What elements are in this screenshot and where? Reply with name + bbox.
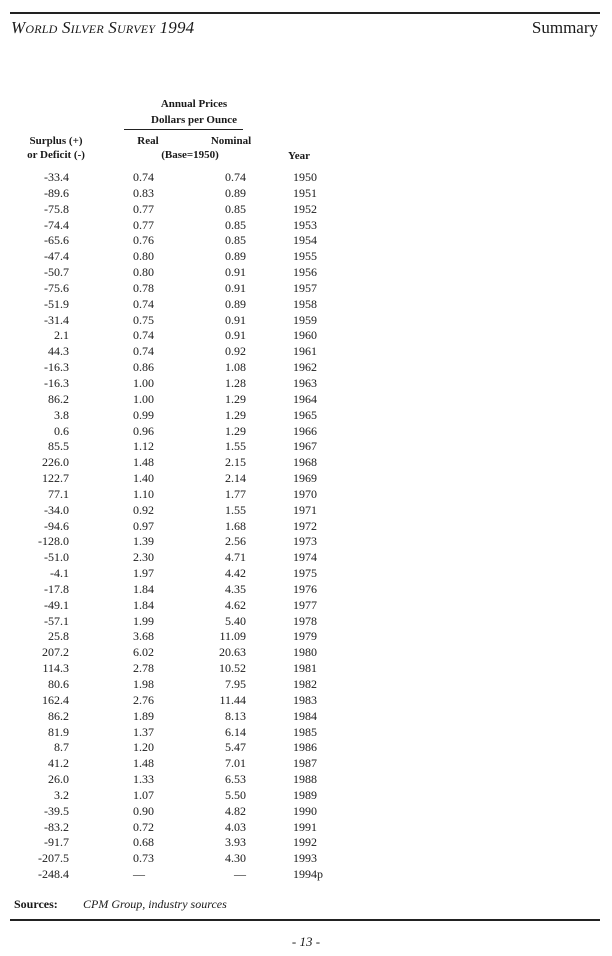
year-cell: 1970	[293, 486, 317, 501]
nominal-price-cell: 4.82	[225, 803, 246, 818]
surplus-cell: 122.7	[42, 471, 69, 486]
year-cell: 1993	[293, 851, 317, 866]
real-price-cell: 0.80	[133, 249, 154, 264]
nominal-price-cell: 0.92	[225, 344, 246, 359]
year-cell: 1959	[293, 312, 317, 327]
real-price-cell: 0.74	[133, 328, 154, 343]
nominal-price-cell: 1.77	[225, 486, 246, 501]
real-price-cell: 1.00	[133, 375, 154, 390]
surplus-cell: 207.2	[42, 645, 69, 660]
nominal-price-cell: 6.14	[225, 724, 246, 739]
surplus-cell: 162.4	[42, 692, 69, 707]
year-cell: 1971	[293, 502, 317, 517]
year-cell: 1968	[293, 455, 317, 470]
sources-label: Sources:	[14, 897, 58, 911]
nominal-price-cell: 0.85	[225, 233, 246, 248]
top-rule	[10, 12, 600, 14]
nominal-price-cell: 11.09	[219, 629, 246, 644]
nominal-price-cell: 4.71	[225, 550, 246, 565]
document-title: World Silver Survey 1994	[11, 18, 195, 37]
year-cell: 1952	[293, 201, 317, 216]
real-price-cell: 0.74	[133, 344, 154, 359]
year-cell: 1976	[293, 581, 317, 596]
surplus-cell: 8.7	[54, 740, 69, 755]
nominal-price-cell: 0.74	[225, 170, 246, 184]
real-price-cell: 6.02	[133, 645, 154, 660]
nominal-price-header: Nominal	[210, 135, 252, 147]
year-cell: 1994p	[293, 867, 323, 882]
nominal-price-cell: 6.53	[225, 772, 246, 787]
year-cell: 1979	[293, 629, 317, 644]
year-cell: 1973	[293, 534, 317, 549]
surplus-cell: -248.4	[38, 867, 69, 882]
surplus-cell: 3.8	[54, 407, 69, 422]
real-price-cell: 0.76	[133, 233, 154, 248]
year-cell: 1981	[293, 661, 317, 676]
real-price-cell: 0.99	[133, 407, 154, 422]
surplus-cell: -49.1	[44, 597, 69, 612]
year-cell: 1954	[293, 233, 317, 248]
nominal-price-cell: 1.68	[225, 518, 246, 533]
real-price-cell: 1.00	[133, 391, 154, 406]
year-cell: 1982	[293, 677, 317, 691]
surplus-cell: -39.5	[44, 803, 69, 818]
year-cell: 1987	[293, 756, 317, 771]
year-cell: 1969	[293, 471, 317, 486]
nominal-price-cell: 5.50	[225, 787, 246, 802]
real-price-cell: 1.99	[133, 613, 154, 628]
nominal-price-cell: 1.29	[225, 423, 246, 438]
surplus-cell: 81.9	[48, 724, 69, 739]
surplus-cell: -65.6	[44, 233, 69, 248]
surplus-deficit-header	[14, 134, 98, 162]
year-cell: 1967	[293, 439, 317, 454]
surplus-header-line1: Surplus (+)	[29, 135, 83, 147]
real-price-cell: 1.07	[133, 787, 154, 802]
year-cell: 1985	[293, 724, 317, 739]
surplus-cell: -94.6	[44, 518, 69, 533]
year-cell: 1953	[293, 217, 317, 232]
real-price-cell: 1.10	[133, 486, 154, 501]
surplus-cell: -16.3	[44, 360, 69, 375]
year-cell: 1992	[293, 835, 317, 850]
real-price-cell: 0.77	[133, 217, 154, 232]
nominal-price-cell: 1.08	[225, 360, 246, 375]
year-cell: 1986	[293, 740, 317, 755]
real-price-cell: 1.84	[133, 597, 154, 612]
real-price-cell: 1.98	[133, 677, 154, 691]
real-price-cell: 2.76	[133, 692, 154, 707]
nominal-price-cell: 1.55	[225, 502, 246, 517]
real-price-cell: 0.97	[133, 518, 154, 533]
year-header: Year	[288, 150, 310, 162]
year-cell: 1978	[293, 613, 317, 628]
annual-prices-heading: Annual Prices	[160, 98, 228, 110]
surplus-cell: 44.3	[48, 344, 69, 359]
real-price-cell: 0.74	[133, 170, 154, 184]
page-number: - 13 -	[291, 934, 321, 949]
surplus-cell: -34.0	[44, 502, 69, 517]
surplus-cell: 86.2	[48, 708, 69, 723]
nominal-price-cell: 0.91	[225, 280, 246, 295]
dollars-per-ounce-heading: Dollars per Ounce	[151, 114, 237, 126]
surplus-cell: 77.1	[48, 486, 69, 501]
real-price-cell: 1.84	[133, 581, 154, 596]
nominal-price-cell: 0.89	[225, 249, 246, 264]
surplus-cell: -207.5	[38, 851, 69, 866]
nominal-price-cell: 2.14	[225, 471, 246, 486]
year-cell: 1988	[293, 772, 317, 787]
surplus-cell: -4.1	[50, 566, 69, 581]
nominal-price-cell: 2.56	[225, 534, 246, 549]
real-price-cell: 0.80	[133, 265, 154, 280]
year-cell: 1956	[293, 265, 317, 280]
nominal-price-cell: 4.35	[225, 581, 246, 596]
surplus-cell: 3.2	[54, 787, 69, 802]
real-price-cell: 1.48	[133, 455, 154, 470]
year-cell: 1977	[293, 597, 317, 612]
surplus-cell: 114.3	[42, 661, 69, 676]
surplus-cell: -128.0	[38, 534, 69, 549]
nominal-price-cell: 3.93	[225, 835, 246, 850]
real-price-cell: 0.96	[133, 423, 154, 438]
year-cell: 1961	[293, 344, 317, 359]
real-price-cell: 3.68	[133, 629, 154, 644]
surplus-cell: 25.8	[48, 629, 69, 644]
year-cell: 1950	[293, 170, 317, 184]
year-cell: 1957	[293, 280, 317, 295]
nominal-price-cell: 1.28	[225, 375, 246, 390]
surplus-cell: -50.7	[44, 265, 69, 280]
year-cell: 1955	[293, 249, 317, 264]
real-price-cell: 0.68	[133, 835, 154, 850]
nominal-price-cell: 0.91	[225, 328, 246, 343]
year-cell: 1966	[293, 423, 317, 438]
nominal-price-cell: 0.85	[225, 201, 246, 216]
real-price-cell: —	[133, 867, 145, 882]
real-price-cell: 1.89	[133, 708, 154, 723]
real-price-cell: 0.78	[133, 280, 154, 295]
real-price-cell: 1.97	[133, 566, 154, 581]
year-cell: 1958	[293, 296, 317, 311]
nominal-price-cell: 4.42	[225, 566, 246, 581]
real-price-cell: 1.39	[133, 534, 154, 549]
real-price-cell: 1.20	[133, 740, 154, 755]
surplus-header-line2: or Deficit (-)	[27, 149, 85, 161]
year-cell: 1963	[293, 375, 317, 390]
surplus-cell: -75.8	[44, 201, 69, 216]
nominal-price-cell: 2.15	[225, 455, 246, 470]
real-price-cell: 0.92	[133, 502, 154, 517]
real-price-cell: 1.48	[133, 756, 154, 771]
surplus-cell: -51.0	[44, 550, 69, 565]
nominal-price-cell: 1.55	[225, 439, 246, 454]
nominal-price-cell: 0.91	[225, 265, 246, 280]
surplus-cell: -83.2	[44, 819, 69, 834]
nominal-price-cell: 1.29	[225, 407, 246, 422]
real-price-cell: 0.77	[133, 201, 154, 216]
year-cell: 1989	[293, 787, 317, 802]
nominal-price-cell: 4.03	[225, 819, 246, 834]
surplus-cell: -89.6	[44, 185, 69, 200]
year-cell: 1980	[293, 645, 317, 660]
sources-text: CPM Group, industry sources	[83, 897, 227, 911]
surplus-cell: 0.6	[54, 423, 69, 438]
surplus-cell: 85.5	[48, 439, 69, 454]
surplus-cell: -91.7	[44, 835, 69, 850]
nominal-price-cell: 8.13	[225, 708, 246, 723]
real-price-cell: 1.40	[133, 471, 154, 486]
nominal-price-cell: —	[234, 867, 246, 882]
real-price-cell: 1.12	[133, 439, 154, 454]
bottom-rule	[10, 919, 600, 921]
nominal-price-cell: 4.62	[225, 597, 246, 612]
nominal-price-cell: 5.47	[225, 740, 246, 755]
year-cell: 1960	[293, 328, 317, 343]
surplus-cell: -74.4	[44, 217, 69, 232]
nominal-price-cell: 1.29	[225, 391, 246, 406]
nominal-price-cell: 0.91	[225, 312, 246, 327]
nominal-price-cell: 4.30	[225, 851, 246, 866]
real-price-header: Real	[137, 135, 159, 147]
real-price-cell: 0.74	[133, 296, 154, 311]
year-cell: 1991	[293, 819, 317, 834]
surplus-cell: 86.2	[48, 391, 69, 406]
header-rule	[124, 129, 243, 130]
real-price-cell: 0.72	[133, 819, 154, 834]
year-cell: 1974	[293, 550, 317, 565]
surplus-cell: -75.6	[44, 280, 69, 295]
surplus-cell: -57.1	[44, 613, 69, 628]
surplus-cell: -31.4	[44, 312, 69, 327]
surplus-cell: 41.2	[48, 756, 69, 771]
nominal-price-cell: 10.52	[219, 661, 246, 676]
year-cell: 1975	[293, 566, 317, 581]
nominal-price-cell: 0.85	[225, 217, 246, 232]
real-price-cell: 2.78	[133, 661, 154, 676]
real-price-cell: 1.37	[133, 724, 154, 739]
surplus-cell: -17.8	[44, 581, 69, 596]
real-price-cell: 0.86	[133, 360, 154, 375]
year-cell: 1951	[293, 185, 317, 200]
surplus-cell: 226.0	[42, 455, 69, 470]
year-cell: 1972	[293, 518, 317, 533]
year-cell: 1962	[293, 360, 317, 375]
surplus-cell: -47.4	[44, 249, 69, 264]
surplus-cell: -51.9	[44, 296, 69, 311]
nominal-price-cell: 7.95	[225, 677, 246, 691]
nominal-price-cell: 5.40	[225, 613, 246, 628]
base-year-note: (Base=1950)	[161, 149, 219, 161]
year-cell: 1965	[293, 407, 317, 422]
nominal-price-cell: 0.89	[225, 296, 246, 311]
year-cell: 1964	[293, 391, 317, 406]
surplus-cell: 80.6	[48, 677, 69, 691]
real-price-cell: 0.73	[133, 851, 154, 866]
real-price-cell: 0.75	[133, 312, 154, 327]
surplus-cell: -16.3	[44, 375, 69, 390]
year-cell: 1983	[293, 692, 317, 707]
nominal-price-cell: 11.44	[219, 692, 246, 707]
nominal-price-cell: 0.89	[225, 185, 246, 200]
year-cell: 1984	[293, 708, 317, 723]
nominal-price-cell: 20.63	[219, 645, 246, 660]
real-price-cell: 0.90	[133, 803, 154, 818]
section-title: Summary	[531, 18, 598, 37]
surplus-cell: -33.4	[44, 170, 69, 184]
real-price-cell: 0.83	[133, 185, 154, 200]
year-cell: 1990	[293, 803, 317, 818]
nominal-price-cell: 7.01	[225, 756, 246, 771]
real-price-cell: 2.30	[133, 550, 154, 565]
surplus-cell: 26.0	[48, 772, 69, 787]
real-price-cell: 1.33	[133, 772, 154, 787]
surplus-cell: 2.1	[54, 328, 69, 343]
